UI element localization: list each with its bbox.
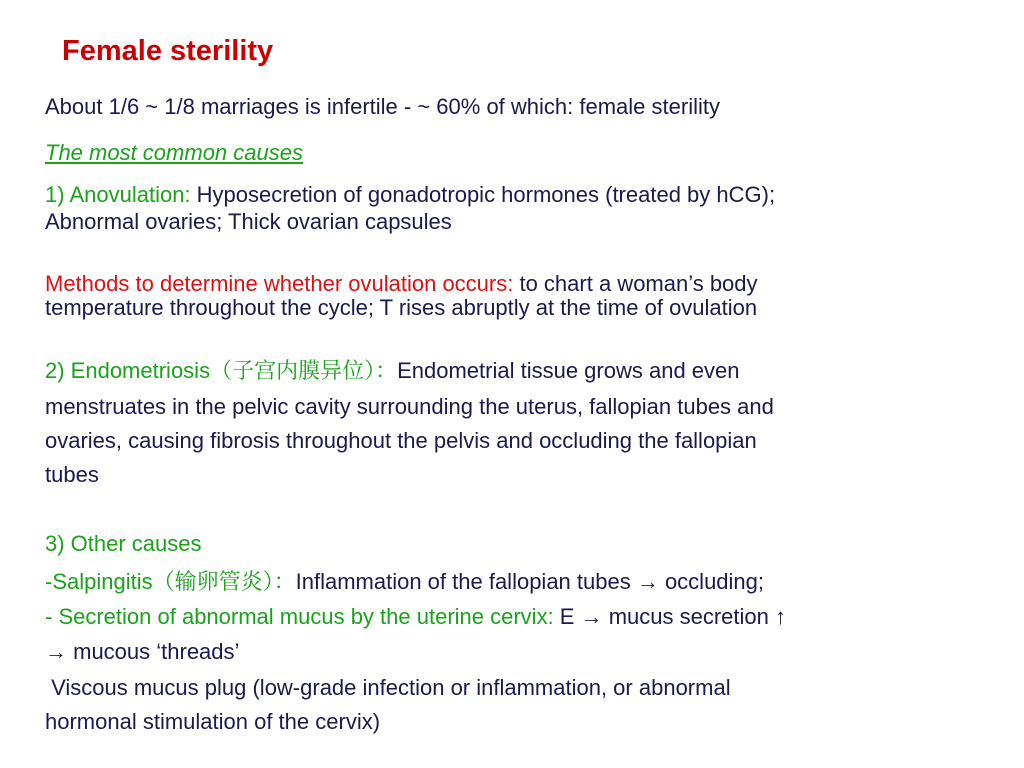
salpingitis-line xyxy=(45,568,764,596)
mucus-text: E → mucus secretion ↑ xyxy=(553,604,786,629)
cause2-text: Endometrial tissue grows and even xyxy=(397,358,740,383)
cause2-line2: menstruates in the pelvic cavity surrounding the uterus, fallopian tubes and xyxy=(45,394,774,419)
cause2-label: 2) Endometriosis xyxy=(45,358,211,383)
methods-text: to chart a woman’s body xyxy=(513,271,758,296)
slide-title: Female sterility xyxy=(62,35,274,67)
causes-heading: The most common causes xyxy=(45,140,303,165)
cause2-line3: ovaries, causing fibrosis throughout the pelvis and occluding the fallopian xyxy=(45,428,757,453)
cause2-line4: tubes xyxy=(45,462,99,487)
intro-text: About 1/6 ~ 1/8 marriages is infertile - ~ 60% of which: female sterility xyxy=(45,94,720,119)
cause1-text: Hyposecretion of gonadotropic hormones (treated by hCG); xyxy=(190,182,776,207)
mucus-line1 xyxy=(45,603,786,630)
cause1-line2: Abnormal ovaries; Thick ovarian capsules xyxy=(45,209,452,234)
salpingitis-label: -Salpingitis xyxy=(45,569,153,594)
plug-line2: hormonal stimulation of the cervix) xyxy=(45,709,381,734)
cause3-label: 3) Other causes xyxy=(45,531,202,556)
cause2-line1 xyxy=(45,357,740,385)
cause1-line1 xyxy=(45,181,775,208)
mucus-line2: → mucous ‘threads’ xyxy=(45,639,240,664)
cause2-cjk: （子宫内膜异位）： xyxy=(210,359,398,384)
methods-line1 xyxy=(45,270,758,297)
salpingitis-text: Inflammation of the fallopian tubes → occluding; xyxy=(295,569,765,594)
methods-line2: temperature throughout the cycle; T rises abruptly at the time of ovulation xyxy=(45,295,758,320)
methods-label: Methods to determine whether ovulation occurs: xyxy=(45,271,514,296)
mucus-label: - Secretion of abnormal mucus by the uterine cervix: xyxy=(45,604,554,629)
plug-line1: Viscous mucus plug (low-grade infection or inflammation, or abnormal xyxy=(45,675,731,700)
cause1-label: 1) Anovulation: xyxy=(45,182,191,207)
salpingitis-cjk: （输卵管炎）： xyxy=(152,570,296,595)
